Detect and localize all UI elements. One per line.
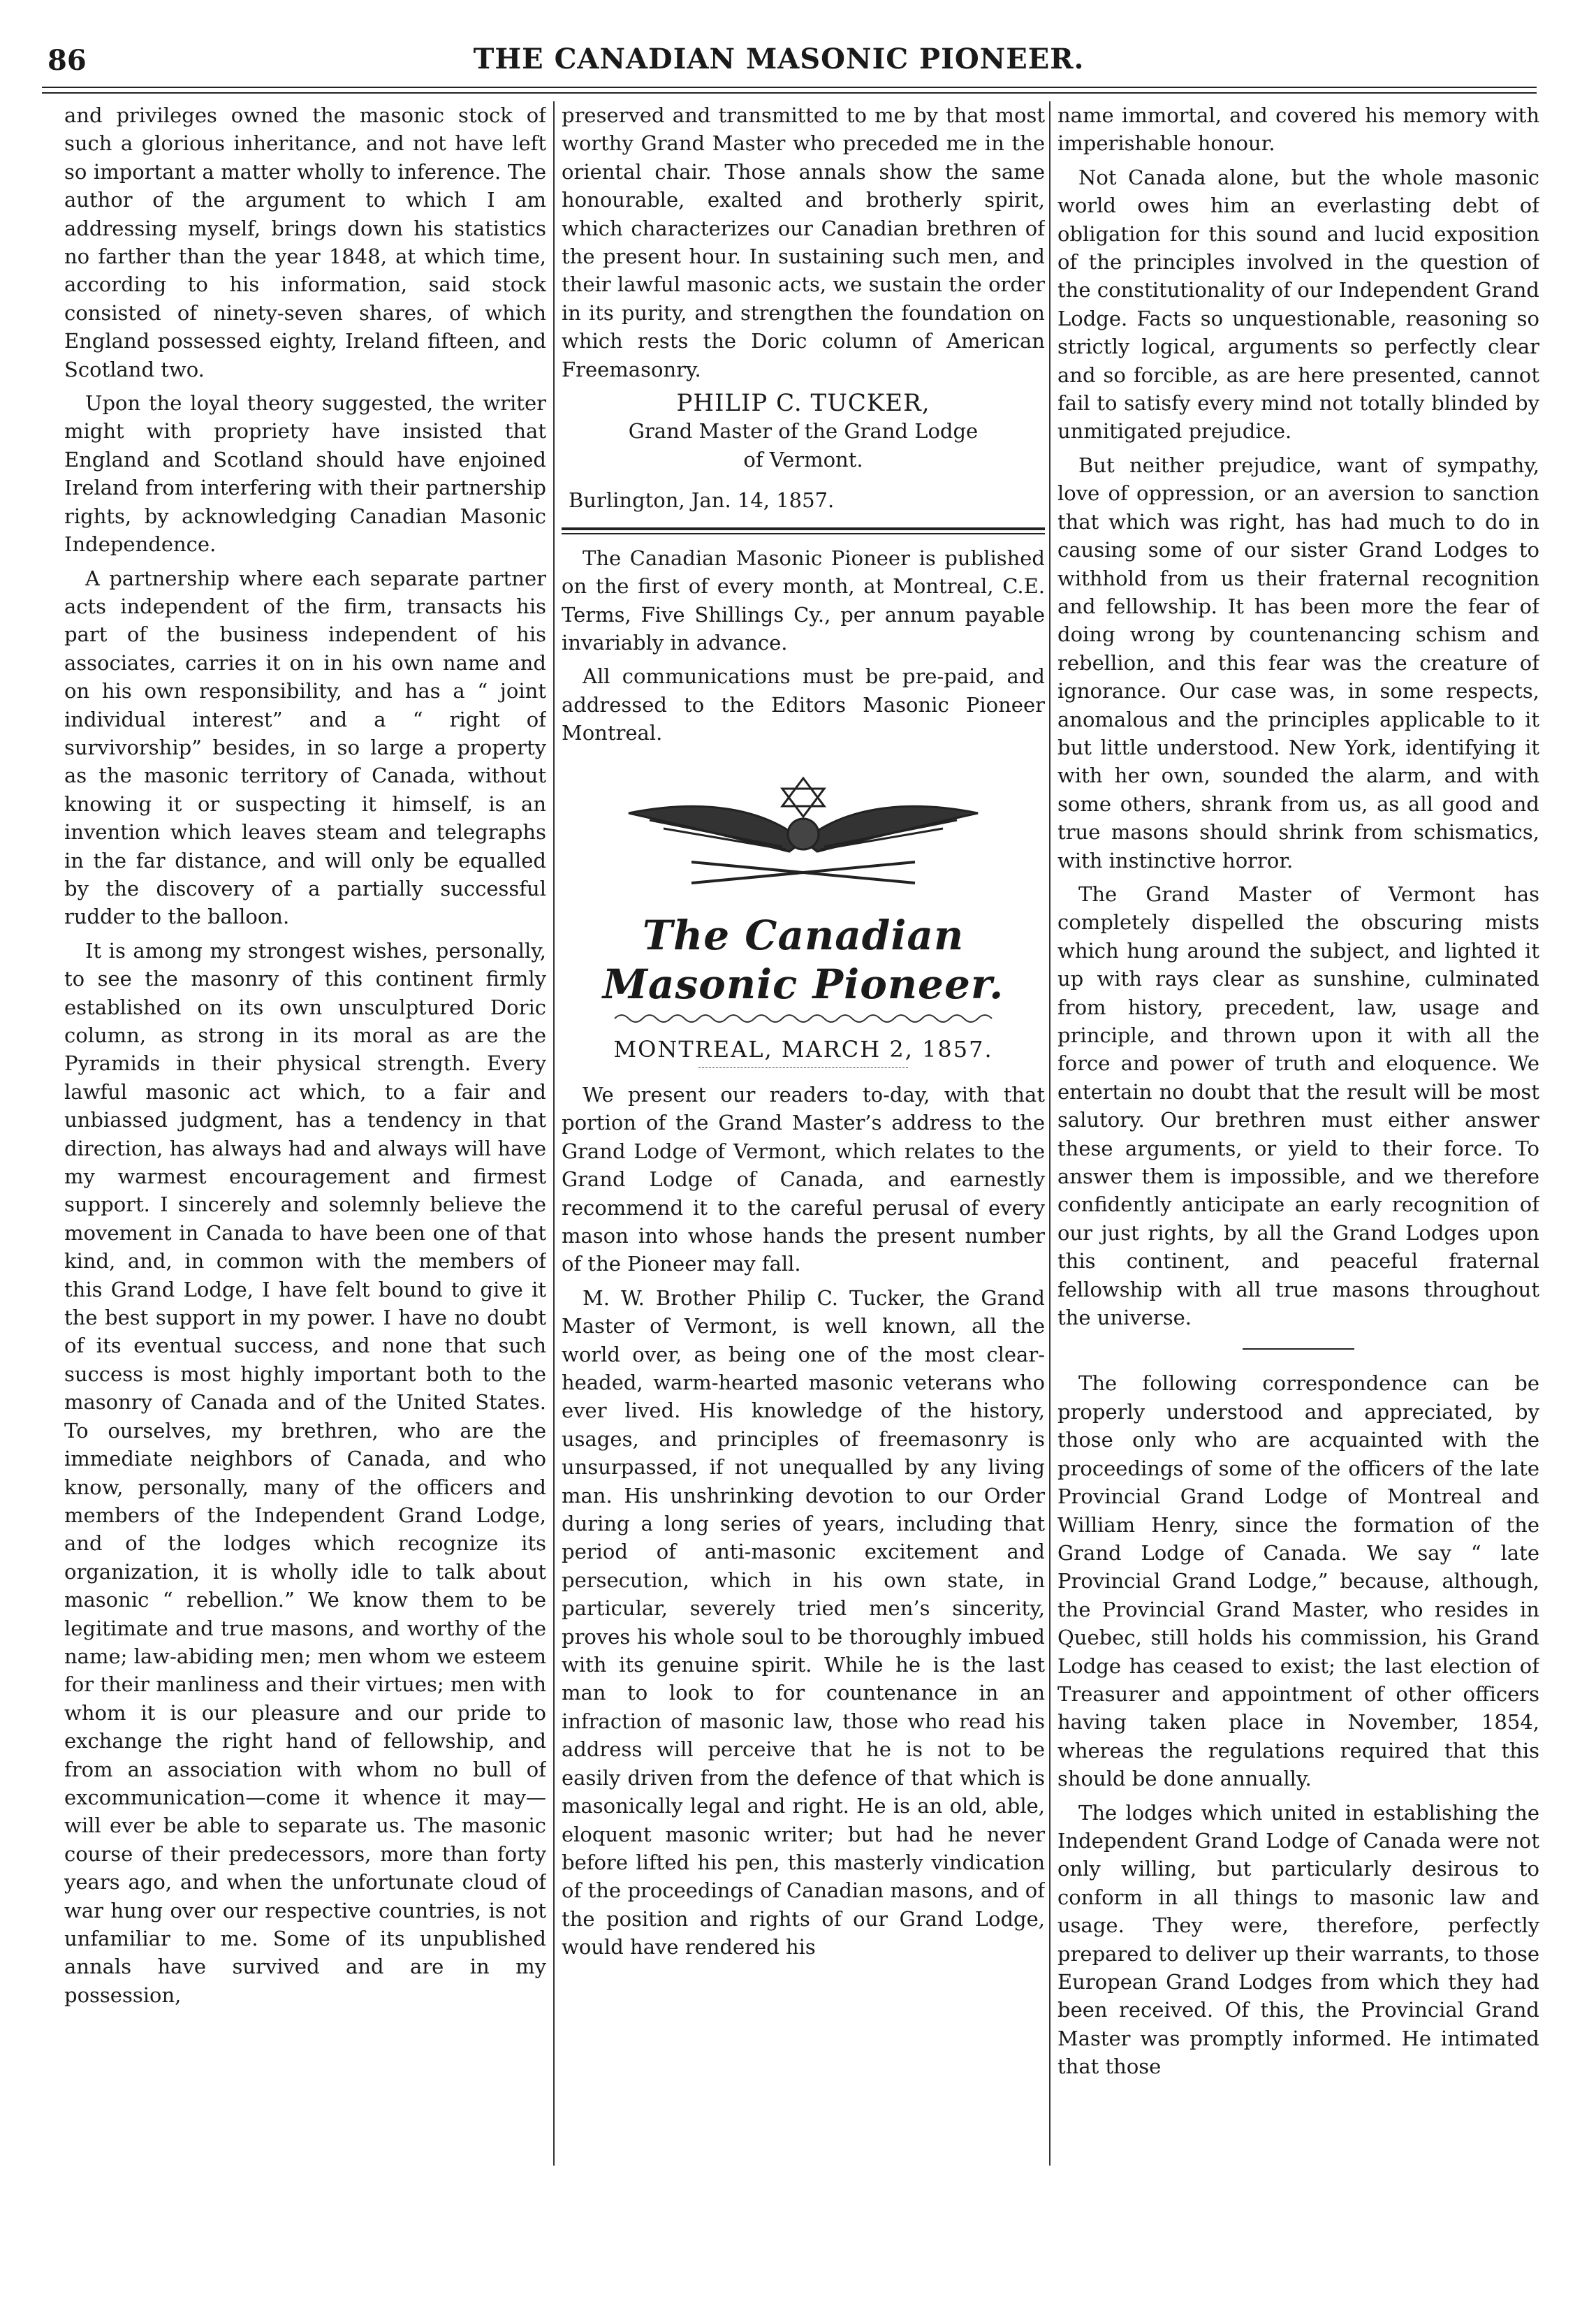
running-title: THE CANADIAN MASONIC PIONEER. [473,43,1085,75]
paragraph: We present our readers to-day, with that portion of the Grand Master’s address to the Grand Lodge of Vermont, which relates to the Grand Lodge of Canada, and earnestly recommend it to the careful perusal of every mason into whose hands the present number of the Pioneer may fall. [562,1082,1045,1276]
communications-notice: All communications must be pre-paid, and addressed to the Editors Masonic Pioneer Montreal. [562,664,1045,745]
paragraph: The following correspondence can be properly understood and appreciated, by those only who are acquainted with the proceedings of some of the officers of the late Provincial Grand Lodge of Montreal and William Henry, since the formation of the Grand Lodge of Canada. We say “ late Provincial Grand Lodge,” because, although, the Provincial Grand Master, who resides in Quebec, still holds his commission, his Grand Lodge has ceased to exist; the last election of Treasurer and appointment of other officers having taken place in November, 1854, whereas the regulations required that this should be done annually. [1057,1371,1539,1791]
paragraph: But neither prejudice, want of sympathy, love of oppression, or an aversion to sanction that which was right, has had much to do in causing some of our sister Grand Lodges to withhold from us their fraternal recognition and fellowship. It has been more the fear of doing wrong by countenancing schism and rebellion, and this fear was the creature of ignorance. Our case was, in some respects, anomalous and the principles applicable to it but little understood. New York, identifying it with her own, sounded the alarm, and with some others, shrank from us, as all good and true masons should shrink from schismatics, with instinctive horror. [1057,453,1539,873]
paragraph: M. W. Brother Philip C. Tucker, the Grand Master of Vermont, is well known, all the world over, as being one of the most clear-headed, warm-hearted masonic veterans who ever lived. His knowledge of the history, usages, and principles of freemasonry is unsurpassed, if not unequalled by any living man. His unshrinking devotion to our Order during a long series of years, including that period of anti-masonic excitement and persecution, which in his own state, in particular, severely tried men’s sincerity, proves his whole soul to be thoroughly imbued with its genuine spirit. While he is the last man to look to for countenance in an infraction of masonic law, those who read his address will perceive that he is not to be easily driven from the defence of that which is masonically legal and right. He is an old, able, eloquent masonic writer; but had he never before lifted his pen, this masterly vindication of the proceedings of Canadian masons, and of the position and rights of our Grand Lodge, would have rendered his [562,1285,1045,1960]
page-number: 86 [47,44,87,77]
column-divider [1049,101,1050,2166]
paragraph: Upon the loyal theory suggested, the writer might with propriety have insisted that England and Scotland should have enjoined Ireland from interfering with their partnership rights, by acknowledging Canadian Masonic Independence. [64,391,546,557]
paragraph: It is among my strongest wishes, personally, to see the masonry of this continent firmly established on its own unsculptured Doric column, as strong in its moral as are the Pyramids in their physical strength. Every lawful masonic act which, to a fair and unbiassed judgment, has a tendency in that direction, has always had and always will have my warmest encouragement and firmest support. I sincerely and solemnly believe the movement in Canada to have been one of that kind, and, in common with the members of this Grand Lodge, I have felt bound to give it the best support in my power. I have no doubt of its eventual success, and none that such success is most highly important both to the masonry of Canada and of the United States. To ourselves, my brethren, who are the immediate neighbors of Canada, and who know, personally, many of the officers and members of the Independent Grand Lodge, and of the lodges which recognize its organization, it is wholly idle to talk about masonic “ rebellion.” We know them to be legitimate and true masons, and worthy of the name; law-abiding men; men whom we esteem for their manliness and their virtues; men with whom it is our pleasure and our pride to exchange the right hand of fellowship, and from an association with whom no bull of excommunication—come it whence it may—will ever be able to separate us. The masonic course of their predecessors, more than forty years ago, and when the unfortunate cloud of war hung over our respective countries, is not unfamiliar to me. Some of its unpublished annals have survived and are in my possession, [64,938,546,2007]
section-rule [562,527,1045,534]
dateline: Burlington, Jan. 14, 1857. [569,488,835,513]
paragraph: Not Canada alone, but the whole masonic world owes him an everlasting debt of obligation for this sound and lucid exposition of the principles involved in the question of the constitutionality of our Independent Grand Lodge. Facts so unquestionable, reasoning so strictly logical, arguments so perfectly clear and so forcible, as are here presented, cannot fail to satisfy every mind not totally blinded by unmitigated prejudice. [1057,165,1539,444]
column-divider [553,101,555,2166]
issue-date: MONTREAL, MARCH 2, 1857. [613,1035,993,1063]
masthead-title: The Canadian Masonic Pioneer. [602,911,1004,1008]
paragraph: name immortal, and covered his memory with imperishable honour. [1057,103,1539,156]
paragraph: A partnership where each separate partner acts independent of the firm, transacts his part of the business independent of his associates, carries it on in his own name and on his own responsibility, and has a “ joint individual interest” and a “ right of survivorship” besides, in so large a property as the masonic territory of Canada, without knowing it or suspecting it himself, is an invention which leaves steam and telegraphs in the far distance, and will only be equalled by the discovery of a partially successful rudder to the balloon. [64,566,546,929]
paragraph: The lodges which united in establishing the Independent Grand Lodge of Canada were not only willing, but particularly desirous to conform in all things to masonic law and usage. They were, therefore, perfectly prepared to deliver up their warrants, to those European Grand Lodges from which they had been received. Of this, the Provincial Grand Master was promptly informed. He intimated that those [1057,1800,1539,2079]
signature-name: PHILIP C. TUCKER, [676,389,930,418]
header-rule [42,87,1537,94]
signature-place: of Vermont. [743,447,863,472]
publication-notice: The Canadian Masonic Pioneer is published on the first of every month, at Montreal, C.E. Terms, Five Shillings Cy., per annum payable invariably in advance. [562,546,1045,655]
column-2 [562,101,1045,2169]
eagle-emblem-icon [608,764,999,904]
signature-title: Grand Master of the Grand Lodge [628,419,979,444]
paragraph: The Grand Master of Vermont has completely dispelled the obscuring mists which hung around the subject, and lighted it up with rays clear as sunshine, culminated from history, precedent, law, usage and principle, and thrown upon it with all the force and power of truth and eloquence. We entertain no doubt that the result will be most salutory. Our brethren must either answer these arguments, or yield to their force. To answer them is impossible, and we therefore confidently anticipate an early recognition of our just rights, by all the Grand Lodges upon this continent, and peaceful fraternal fellowship with all true masons throughout the universe. [1057,882,1539,1330]
masthead-ornament [608,1012,999,1026]
section-rule [1243,1348,1354,1350]
paragraph: and privileges owned the masonic stock of such a glorious inheritance, and not have left so important a matter wholly to inference. The author of the argument to which I am addressing myself, brings down his statistics no farther than the year 1848, at which time, according to his information, said stock consisted of ninety-seven shares, of which England possessed eighty, Ireland fifteen, and Scotland two. [64,103,546,381]
signature-block [562,389,1045,474]
paragraph: preserved and transmitted to me by that most worthy Grand Master who preceded me in the oriental chair. Those annals show the same honourable, exalted and brotherly spirit, which characterizes our Canadian brethren of the present hour. In sustaining such men, and their lawful masonic acts, we sustain the order in its purity, and strengthen the foundation on which rests the Doric column of American Freemasonry. [562,103,1045,381]
column-1 [64,101,546,2169]
column-3 [1057,101,1539,2169]
date-rule [698,1067,908,1068]
page-header [42,38,1516,80]
